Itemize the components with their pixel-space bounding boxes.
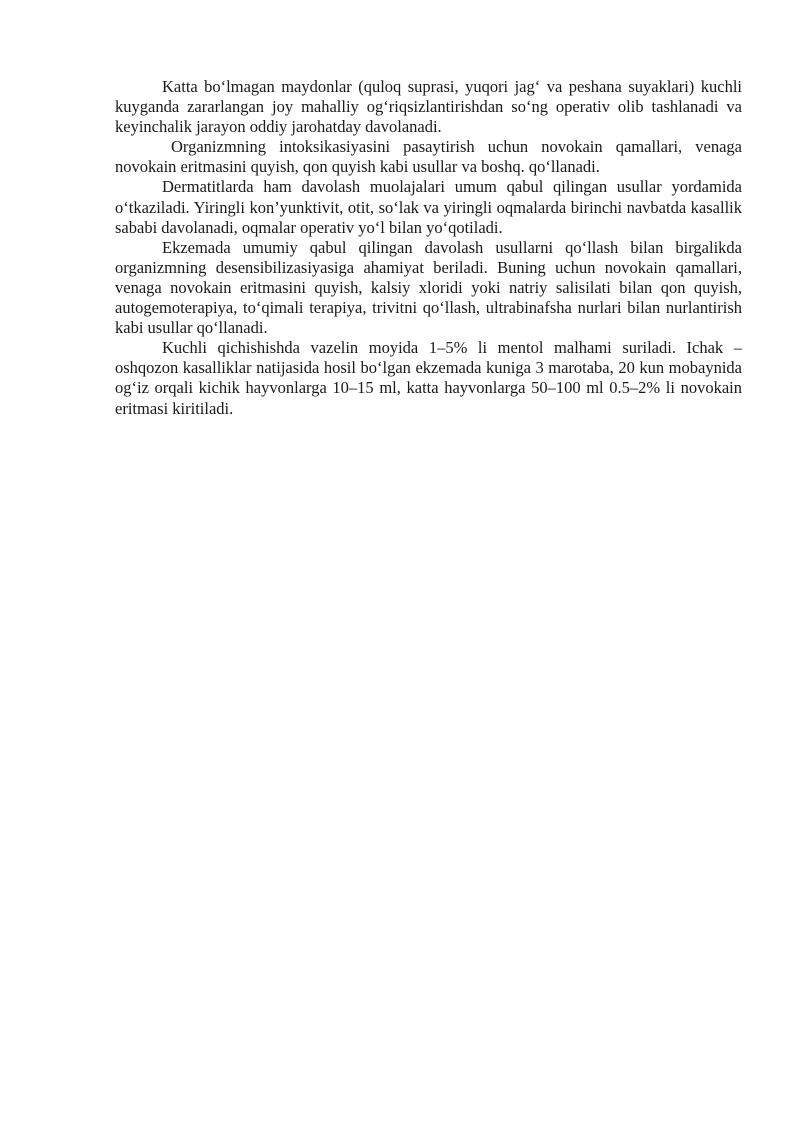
- paragraph-burns-treatment: Katta bo‘lmagan maydonlar (quloq suprasi, yuqori jag‘ va peshana suyaklari) kuchli kuyganda zararlangan joy mahalliy og‘riqsizlantirishdan so‘ng operativ olib tashlanadi va keyinchalik jarayon oddiy jarohatday davolanadi.: [115, 77, 742, 137]
- document-body: [115, 77, 742, 419]
- paragraph-eczema: Ekzemada umumiy qabul qilingan davolash usullarni qo‘llash bilan birgalikda organizmning desensibilizasiyasiga ahamiyat beriladi. Buning uchun novokain qamallari, venaga novokain eritmasini quyish, kalsiy xloridi yoki natriy salisilati bilan qon quyish, autogemoterapiya, to‘qimali terapiya, trivitni qo‘llash, ultrabinafsha nurlari bilan nurlantirish kabi usullar qo‘llanadi.: [115, 237, 742, 338]
- paragraph-intoxication: Organizmning intoksikasiyasini pasaytirish uchun novokain qamallari, venaga novokain eritmasini quyish, qon quyish kabi usullar va boshq. qo‘llanadi.: [115, 137, 742, 177]
- paragraph-dermatitis: Dermatitlarda ham davolash muolajalari umum qabul qilingan usullar yordamida o‘tkaziladi. Yiringli kon’yunktivit, otit, so‘lak va yiringli oqmalarda birinchi navbatda kasallik sababi davolanadi, oqmalar operativ yo‘l bilan yo‘qotiladi.: [115, 177, 742, 237]
- paragraph-itching: Kuchli qichishishda vazelin moyida 1–5% li mentol malhami suriladi. Ichak – oshqozon kasalliklar natijasida hosil bo‘lgan ekzemada kuniga 3 marotaba, 20 kun mobaynida og‘iz orqali kichik hayvonlarga 10–15 ml, katta hayvonlarga 50–100 ml 0.5–2% li novokain eritmasi kiritiladi.: [115, 338, 742, 418]
